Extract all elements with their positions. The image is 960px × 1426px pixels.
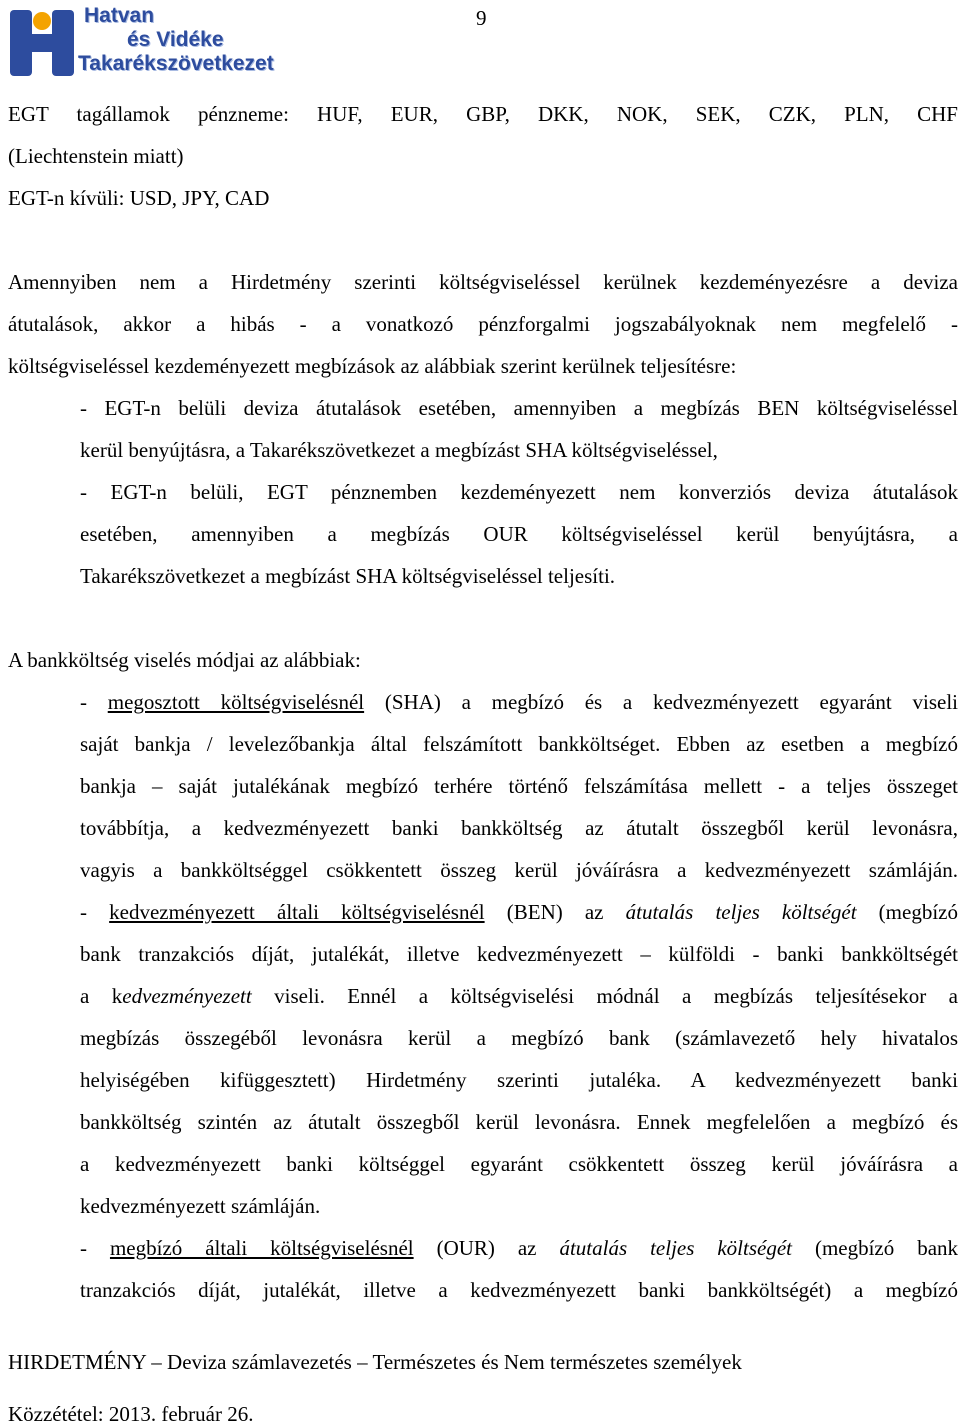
sha-item-line: továbbítja, a kedvezményezett banki bankköltség az átutalt összegből kerül levonásra, <box>80 816 958 840</box>
institution-logo <box>6 2 306 78</box>
rule-item-line: Takarékszövetkezet a megbízást SHA költségviseléssel teljesíti. <box>80 564 616 588</box>
ben-item-line: bank tranzakciós díját, jutalékát, illetve kedvezményezett – külföldi - banki bankköltségét <box>80 942 958 966</box>
ben-dash: - <box>80 900 110 924</box>
ben-item-line <box>8 975 958 1017</box>
sha-term: megosztott költségviselésnél <box>107 690 365 714</box>
page-number: 9 <box>476 6 487 30</box>
logo-text-takarekszovetkezet: Takarékszövetkezet <box>78 52 274 75</box>
our-item-line: tranzakciós díját, jutalékát, illetve a kedvezményezett banki bankköltségét) a megbízó <box>80 1278 958 1302</box>
sha-item-line: bankja – saját jutalékának megbízó terhére történő felszámítása mellett - a teljes összeget <box>80 774 958 798</box>
intro-line: Amennyiben nem a Hirdetmény szerinti költségviseléssel kerülnek kezdeményezésre a deviza <box>8 270 958 294</box>
logo-text-hatvan: Hatvan <box>84 4 155 27</box>
ben-item-first-line <box>8 891 958 933</box>
eea-currencies-line: EGT tagállamok pénzneme: HUF, EUR, GBP, DKK, NOK, SEK, CZK, PLN, CHF <box>8 102 958 126</box>
sha-line1-rest: (SHA) a megbízó és a kedvezményezett egyaránt viseli <box>364 690 958 714</box>
our-dash: - <box>80 1236 110 1260</box>
ben-line1-emphasis: átutalás teljes költségét <box>625 900 857 924</box>
rule-item-line: - EGT-n belüli, EGT pénznemben kezdeményezett nem konverziós deviza átutalások <box>80 480 958 504</box>
ben-line1-rest: (megbízó <box>856 900 958 924</box>
cost-modes-heading: A bankköltség viselés módjai az alábbiak: <box>8 648 361 672</box>
blank-line <box>8 597 958 639</box>
non-eea-currencies-line: EGT-n kívüli: USD, JPY, CAD <box>8 186 270 210</box>
our-line1-rest: (megbízó bank <box>792 1236 959 1260</box>
ben-line3-rest: viseli. Ennél a költségviselési módnál a megbízás teljesítésekor a <box>251 984 959 1008</box>
rule-item-line: esetében, amennyiben a megbízás OUR költségviseléssel kerül benyújtásra, a <box>80 522 958 546</box>
our-term: megbízó általi költségviselésnél <box>109 1236 414 1260</box>
footer-title: HIRDETMÉNY – Deviza számlavezetés – Természetes és Nem természetes személyek <box>8 1350 742 1374</box>
logo-text-es-videke: és Vidéke <box>127 28 224 51</box>
sha-item-line: saját bankja / levelezőbankja által felszámított bankköltséget. Ebben az esetben a megbízó <box>80 732 958 756</box>
ben-term: kedvezményezett általi költségviselésnél <box>109 900 485 924</box>
blank-line <box>8 219 958 261</box>
institution-logo-icon <box>8 4 80 78</box>
rule-item-line: - EGT-n belüli deviza átutalások esetében, amennyiben a megbízás BEN költségviseléssel <box>80 396 958 420</box>
footer-published-date: Közzététel: 2013. február 26. <box>8 1402 254 1426</box>
sha-item-first-line <box>8 681 958 723</box>
ben-item-line: kedvezményezett számláján. <box>80 1194 321 1218</box>
rule-item-line: kerül benyújtásra, a Takarékszövetkezet a megbízást SHA költségviseléssel, <box>80 438 718 462</box>
ben-line3-pre: a k <box>80 984 123 1008</box>
our-line1-mid: (OUR) az <box>413 1236 560 1260</box>
eea-currencies-note: (Liechtenstein miatt) <box>8 144 184 168</box>
intro-line: költségviseléssel kezdeményezett megbízások az alábbiak szerint kerülnek teljesítésre: <box>8 354 737 378</box>
ben-item-line: a kedvezményezett banki költséggel egyaránt csökkentett összeg kerül jóváírásra a <box>80 1152 958 1176</box>
our-line1-emphasis: átutalás teljes költségét <box>559 1236 792 1260</box>
intro-line: átutalások, akkor a hibás - a vonatkozó pénzforgalmi jogszabályoknak nem megfelelő - <box>8 312 958 336</box>
ben-item-line: bankköltség szintén az átutalt összegből kerül levonásra. Ennek megfelelően a megbízó és <box>80 1110 958 1134</box>
document-body <box>8 93 958 1311</box>
ben-item-line: helyiségében kifüggesztett) Hirdetmény szerinti jutaléka. A kedvezményezett banki <box>80 1068 958 1092</box>
ben-item-line: megbízás összegéből levonásra kerül a megbízó bank (számlavezető hely hivatalos <box>80 1026 958 1050</box>
sha-dash: - <box>80 690 108 714</box>
ben-line1-mid: (BEN) az <box>484 900 626 924</box>
ben-line3-emphasis: edvezményezett <box>122 984 252 1008</box>
sha-item-line: vagyis a bankköltséggel csökkentett összeg kerül jóváírásra a kedvezményezett számláján. <box>80 858 958 882</box>
our-item-first-line <box>8 1227 958 1269</box>
